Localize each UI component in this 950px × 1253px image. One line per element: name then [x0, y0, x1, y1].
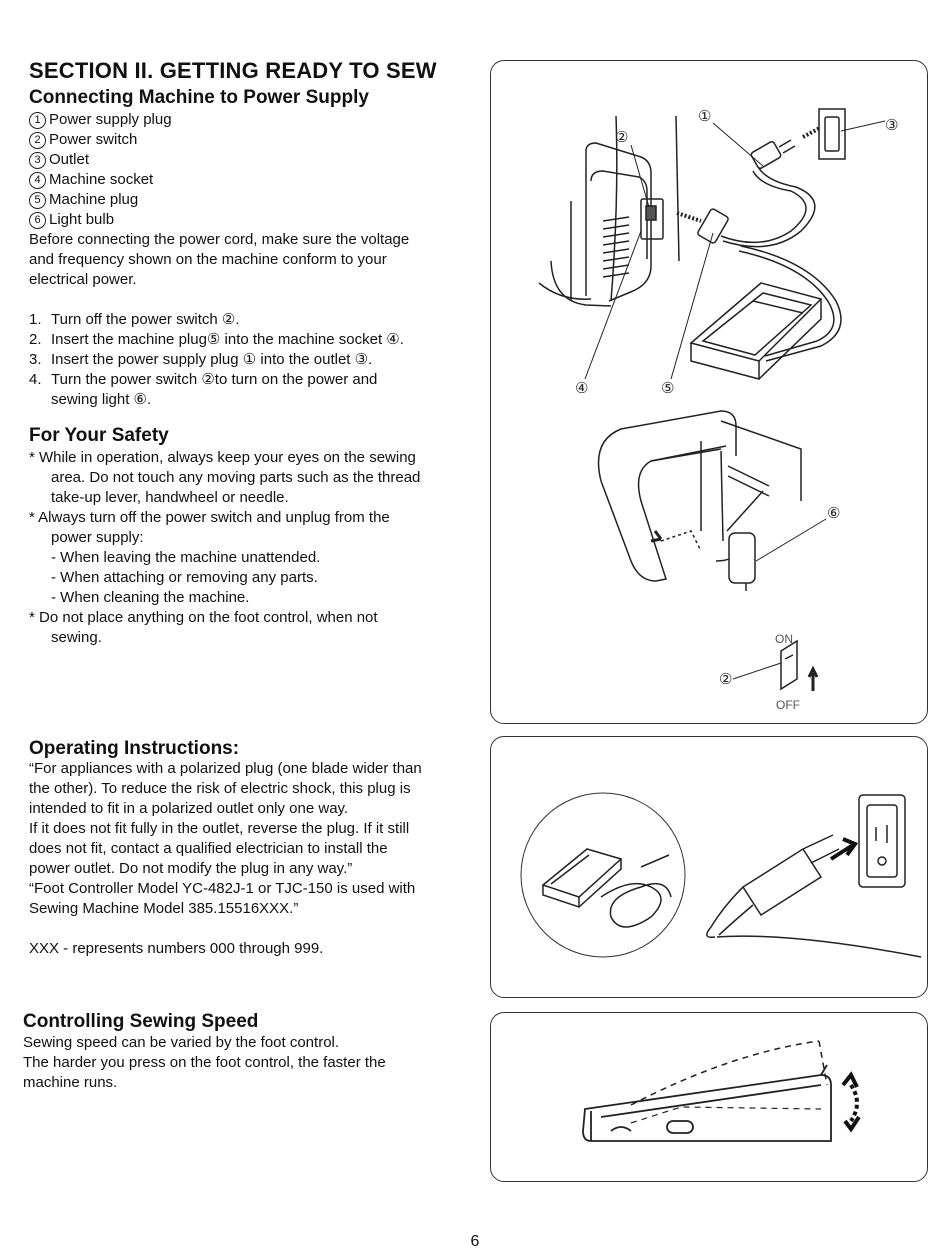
safety-line: - When attaching or removing any parts. [51, 569, 318, 586]
step-item: 1. Turn off the power switch ②. [29, 311, 240, 328]
safety-line: power supply: [51, 529, 144, 546]
step-item-cont: sewing light ⑥. [51, 391, 152, 408]
speed-line: Sewing speed can be varied by the foot control. [23, 1034, 340, 1051]
page-number: 6 [470, 1233, 480, 1250]
power-switch-illustration [781, 641, 817, 691]
figure-power-connection [490, 60, 928, 724]
safety-line: - When cleaning the machine. [51, 589, 250, 606]
speed-text [23, 1033, 386, 1093]
label-2-switch: ② [719, 671, 733, 688]
figure-foot-control-speed [490, 1012, 928, 1182]
power-intro [29, 230, 409, 290]
figure-foot-control-speed-drawing [491, 1013, 927, 1181]
part-item: 2 Power switch [29, 130, 172, 150]
label-3: ③ [885, 117, 899, 134]
figure-power-connection-drawing [491, 61, 927, 723]
steps-list [29, 310, 404, 410]
safety-line: - When leaving the machine unattended. [51, 549, 321, 566]
power-heading: Connecting Machine to Power Supply [29, 87, 369, 108]
safety-line: * Always turn off the power switch and unplug from the [29, 509, 390, 526]
operating-note: XXX - represents numbers 000 through 999. [29, 940, 324, 957]
safety-line: take-up lever, handwheel or needle. [51, 489, 289, 506]
part-item: 6 Light bulb [29, 210, 172, 230]
switch-on-label: ON [775, 632, 793, 646]
speed-line: machine runs. [23, 1074, 118, 1091]
operating-line: If it does not fit fully in the outlet, reverse the plug. If it still [29, 820, 410, 837]
foot-control-with-cord-illustration [543, 849, 671, 927]
sewing-machine-illustration [539, 116, 679, 306]
press-arrow-icon [843, 1075, 859, 1129]
operating-line: power outlet. Do not modify the plug in any way.” [29, 860, 353, 877]
safety-line: * Do not place anything on the foot control, when not [29, 609, 378, 626]
figure-polarized-plug-drawing [491, 737, 927, 997]
speed-heading: Controlling Sewing Speed [23, 1011, 259, 1032]
step-item: 2. Insert the machine plug⑤ into the machine socket ④. [29, 331, 404, 348]
safety-heading: For Your Safety [29, 425, 169, 446]
section-title: SECTION II. GETTING READY TO SEW [29, 58, 437, 83]
insert-arrow-icon [831, 839, 855, 859]
step-item: 4. Turn the power switch ②to turn on the power and [29, 371, 378, 388]
intro-line: electrical power. [29, 271, 137, 288]
step-item: 3. Insert the power supply plug ① into the outlet ③. [29, 351, 373, 368]
operating-line: “For appliances with a polarized plug (one blade wider than [29, 760, 422, 777]
part-item: 5 Machine plug [29, 190, 172, 210]
light-bulb-illustration [599, 411, 802, 591]
part-item: 3 Outlet [29, 150, 172, 170]
operating-line: Sewing Machine Model 385.15516XXX.” [29, 900, 299, 917]
speed-line: The harder you press on the foot control, the faster the [23, 1054, 386, 1071]
operating-line: “Foot Controller Model YC-482J-1 or TJC-150 is used with [29, 880, 416, 897]
parts-list [29, 110, 172, 230]
intro-line: and frequency shown on the machine conform to your [29, 251, 387, 268]
label-5: ⑤ [661, 380, 675, 397]
operating-line: does not fit, contact a qualified electrician to install the [29, 840, 388, 857]
operating-text [29, 759, 422, 919]
figure-polarized-plug [490, 736, 928, 998]
foot-control-side-illustration [583, 1065, 831, 1141]
switch-off-label: OFF [776, 698, 800, 712]
label-2: ② [615, 129, 629, 146]
operating-line: intended to fit in a polarized outlet only one way. [29, 800, 349, 817]
foot-control-illustration [691, 283, 821, 379]
safety-line: sewing. [51, 629, 102, 646]
label-4: ④ [575, 380, 589, 397]
part-item: 1 Power supply plug [29, 110, 172, 130]
safety-text [29, 448, 420, 648]
part-item: 4 Machine socket [29, 170, 172, 190]
safety-line: * While in operation, always keep your eyes on the sewing [29, 449, 416, 466]
outlet-illustration [859, 795, 905, 887]
label-1: ① [698, 108, 712, 125]
label-6: ⑥ [827, 505, 841, 522]
operating-line: the other). To reduce the risk of electric shock, this plug is [29, 780, 411, 797]
operating-heading: Operating Instructions: [29, 738, 240, 759]
intro-line: Before connecting the power cord, make sure the voltage [29, 231, 410, 248]
safety-line: area. Do not touch any moving parts such as the thread [51, 469, 421, 486]
